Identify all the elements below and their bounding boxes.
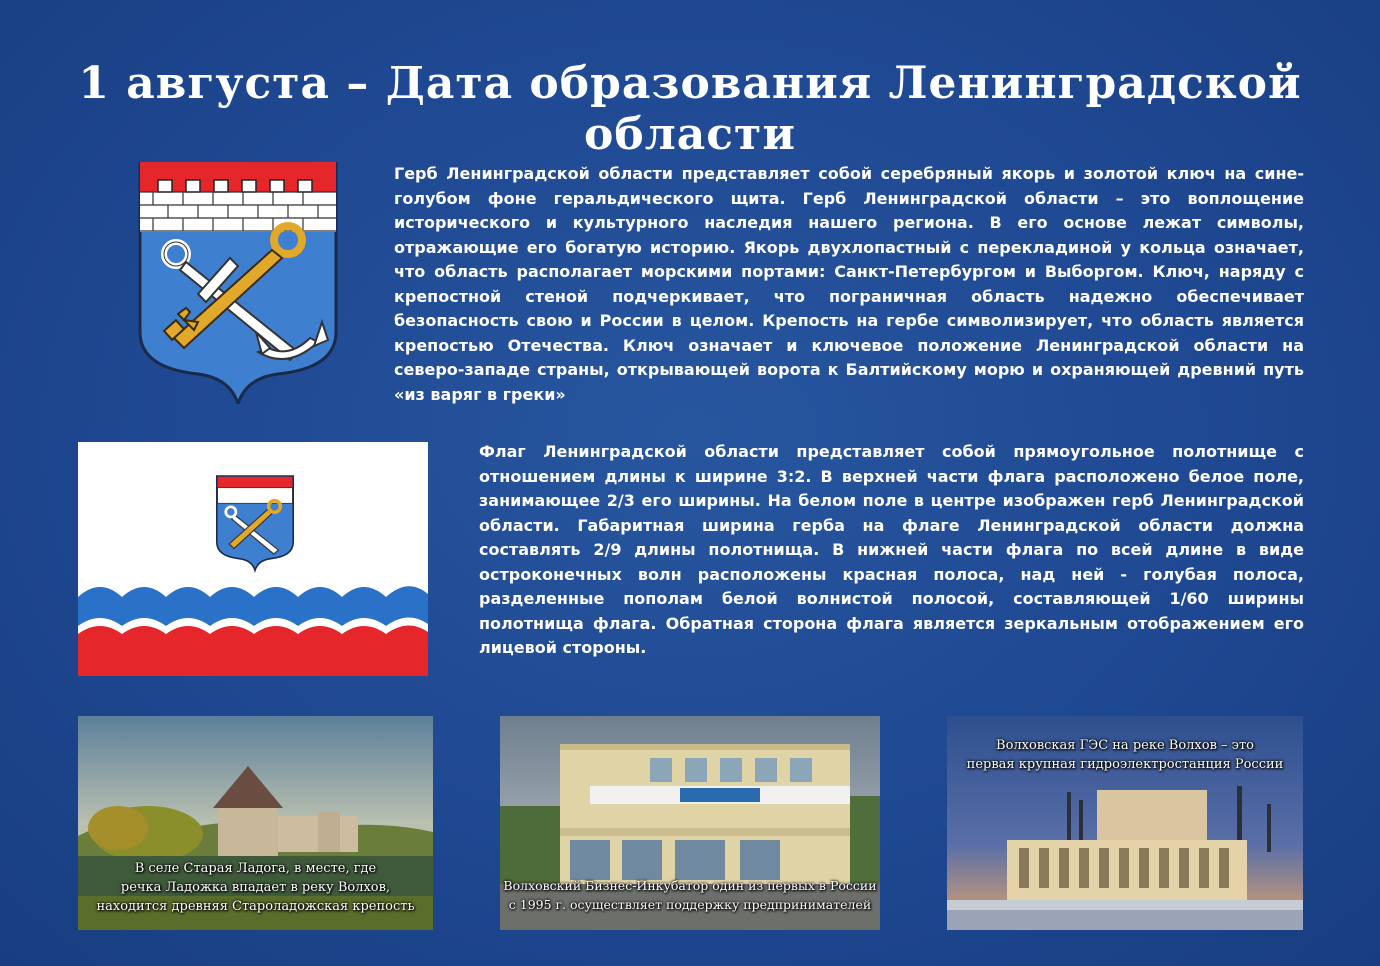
- flag-description: Флаг Ленинградской области представляет собой прямоугольное полотнище с отношением длины к ширине 3:2. В верхней части флага расположено белое поле, занимающее 2/3 его ширины. На белом поле в центре изображен герб Ленинградской области. Габаритная ширина герба на флаге Ленинградской области должна составлять 2/9 длины полотнища. В нижней части флага по всей длине в виде остроконечных волн расположены красная полоса, над ней - голубая полоса, разделенные пополам белой волнистой полосой, составляющей 1/60 ширины полотнища флага. Обратная сторона флага является зеркальным отображением его лицевой стороны.: [479, 442, 1304, 657]
- photo-caption: Волховский Бизнес-Инкубатор один из первых в России с 1995 г. осуществляет поддержку предпринимателей: [503, 878, 877, 912]
- photo-staraya-ladoga: [78, 716, 433, 930]
- photo-business-incubator: [500, 716, 880, 930]
- photo-caption: В селе Старая Ладога, в месте, где речка Ладожка впадает в реку Волхов, находится древняя Староладожская крепость: [96, 861, 415, 914]
- photo-volkhov-hpp: [947, 716, 1303, 930]
- photo-caption: Волховская ГЭС на реке Волхов – это первая крупная гидроэлектростанция России: [966, 738, 1284, 772]
- flag-icon: [78, 442, 428, 676]
- page-title: 1 августа – Дата образования Ленинградской области: [78, 58, 1302, 160]
- coat-of-arms-icon: [138, 162, 338, 404]
- coat-of-arms-description: Герб Ленинградской области представляет собой серебряный якорь и золотой ключ на сине-голубом фоне геральдического щита. Герб Ленинградской области – это воплощение исторического и культурного наследия нашего региона. В его основе лежат символы, отражающие его богатую историю. Якорь двухлопастный с перекладиной у кольца означает, что область располагает морскими портами: Санкт-Петербургом и Выборгом. Ключ, наряду с крепостной стеной подчеркивает, что пограничная область надежно обеспечивает безопасность свою и России в целом. Крепость на гербе символизирует, что область является крепостью Отечества. Ключ означает и ключевое положение Ленинградской области на северо-западе страны, открывающей ворота к Балтийскому морю и охраняющей древний путь «из варяг в греки»: [394, 164, 1304, 404]
